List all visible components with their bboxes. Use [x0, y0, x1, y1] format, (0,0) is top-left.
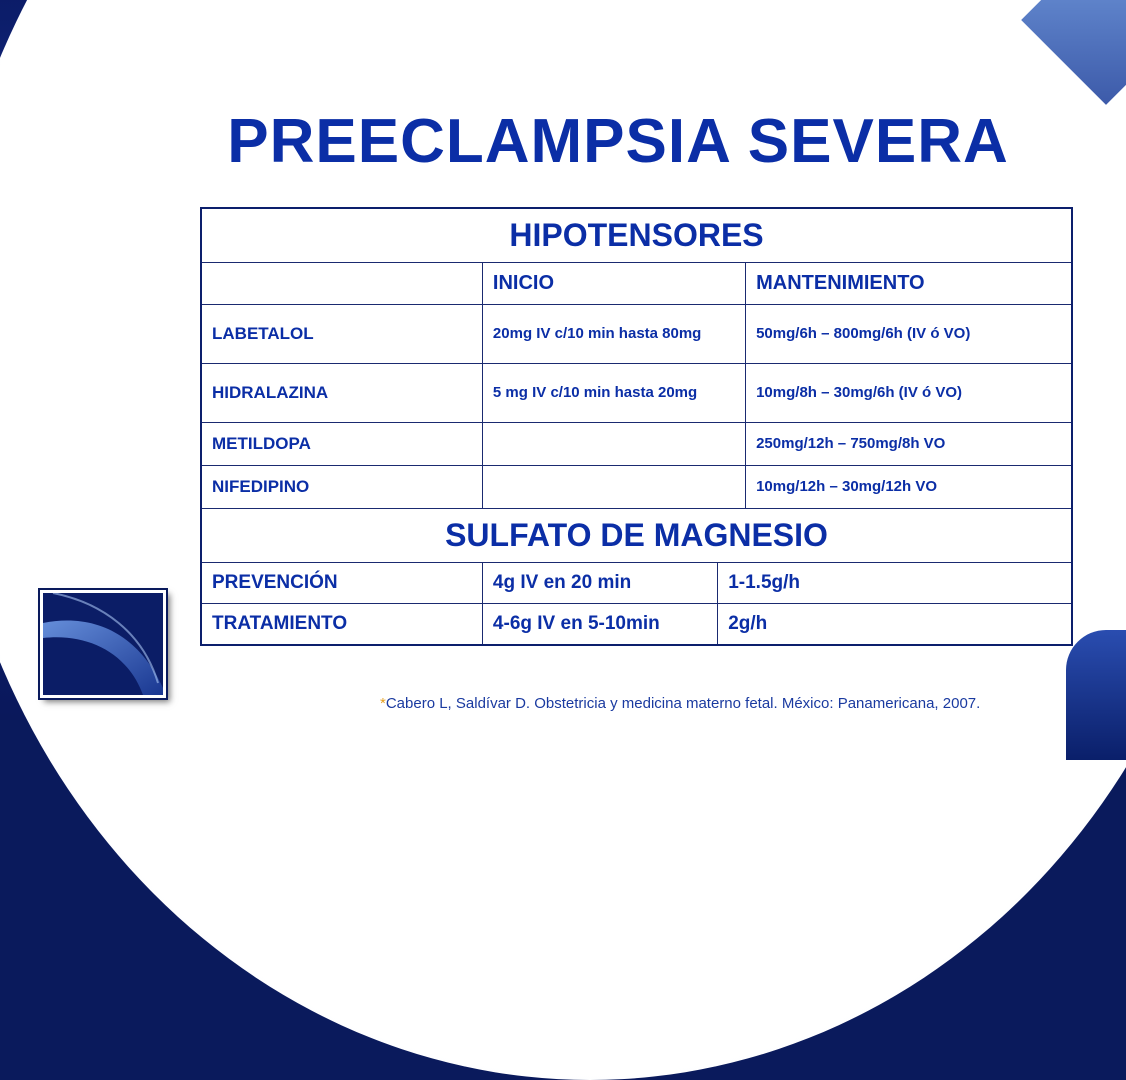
magnesio-dose: 4g IV en 20 min [482, 563, 717, 604]
magnesio-label: TRATAMIENTO [201, 604, 482, 646]
column-header-row [201, 263, 1072, 305]
inicio-value: 5 mg IV c/10 min hasta 20mg [482, 364, 745, 423]
citation-text: Cabero L, Saldívar D. Obstetricia y medicina materno fetal. México: Panamericana, 2007. [385, 695, 981, 712]
empty-header-cell [201, 263, 482, 305]
magnesio-label: PREVENCIÓN [201, 563, 482, 604]
treatment-table [200, 207, 1073, 646]
col-header-inicio: INICIO [482, 263, 745, 305]
mantenimiento-value: 50mg/6h – 800mg/6h (IV ó VO) [746, 305, 1072, 364]
citation-mark: * [380, 695, 386, 712]
drug-name: LABETALOL [201, 305, 482, 364]
inicio-value [482, 466, 745, 509]
inicio-value [482, 423, 745, 466]
slide-title: PREECLAMPSIA SEVERA [227, 107, 1009, 176]
magnesio-rate: 1-1.5g/h [718, 563, 1072, 604]
hipotensores-header: HIPOTENSORES [201, 208, 1072, 263]
col-header-mantenimiento: MANTENIMIENTO [746, 263, 1072, 305]
magnesio-header: SULFATO DE MAGNESIO [201, 509, 1072, 563]
drug-name: HIDRALAZINA [201, 364, 482, 423]
table-row [201, 563, 1072, 604]
drug-name: NIFEDIPINO [201, 466, 482, 509]
drug-name: METILDOPA [201, 423, 482, 466]
magnesio-dose: 4-6g IV en 5-10min [482, 604, 717, 646]
mantenimiento-value: 10mg/12h – 30mg/12h VO [746, 466, 1072, 509]
citation [380, 695, 1080, 712]
swoosh-icon [43, 593, 163, 695]
table-row [201, 423, 1072, 466]
decorative-logo [40, 590, 166, 698]
mantenimiento-value: 10mg/8h – 30mg/6h (IV ó VO) [746, 364, 1072, 423]
magnesio-header-row [201, 509, 1072, 563]
table-row [201, 466, 1072, 509]
table-row [201, 364, 1072, 423]
table-row [201, 305, 1072, 364]
hipotensores-header-row [201, 208, 1072, 263]
mantenimiento-value: 250mg/12h – 750mg/8h VO [746, 423, 1072, 466]
magnesio-rate: 2g/h [718, 604, 1072, 646]
table-row [201, 604, 1072, 646]
inicio-value: 20mg IV c/10 min hasta 80mg [482, 305, 745, 364]
